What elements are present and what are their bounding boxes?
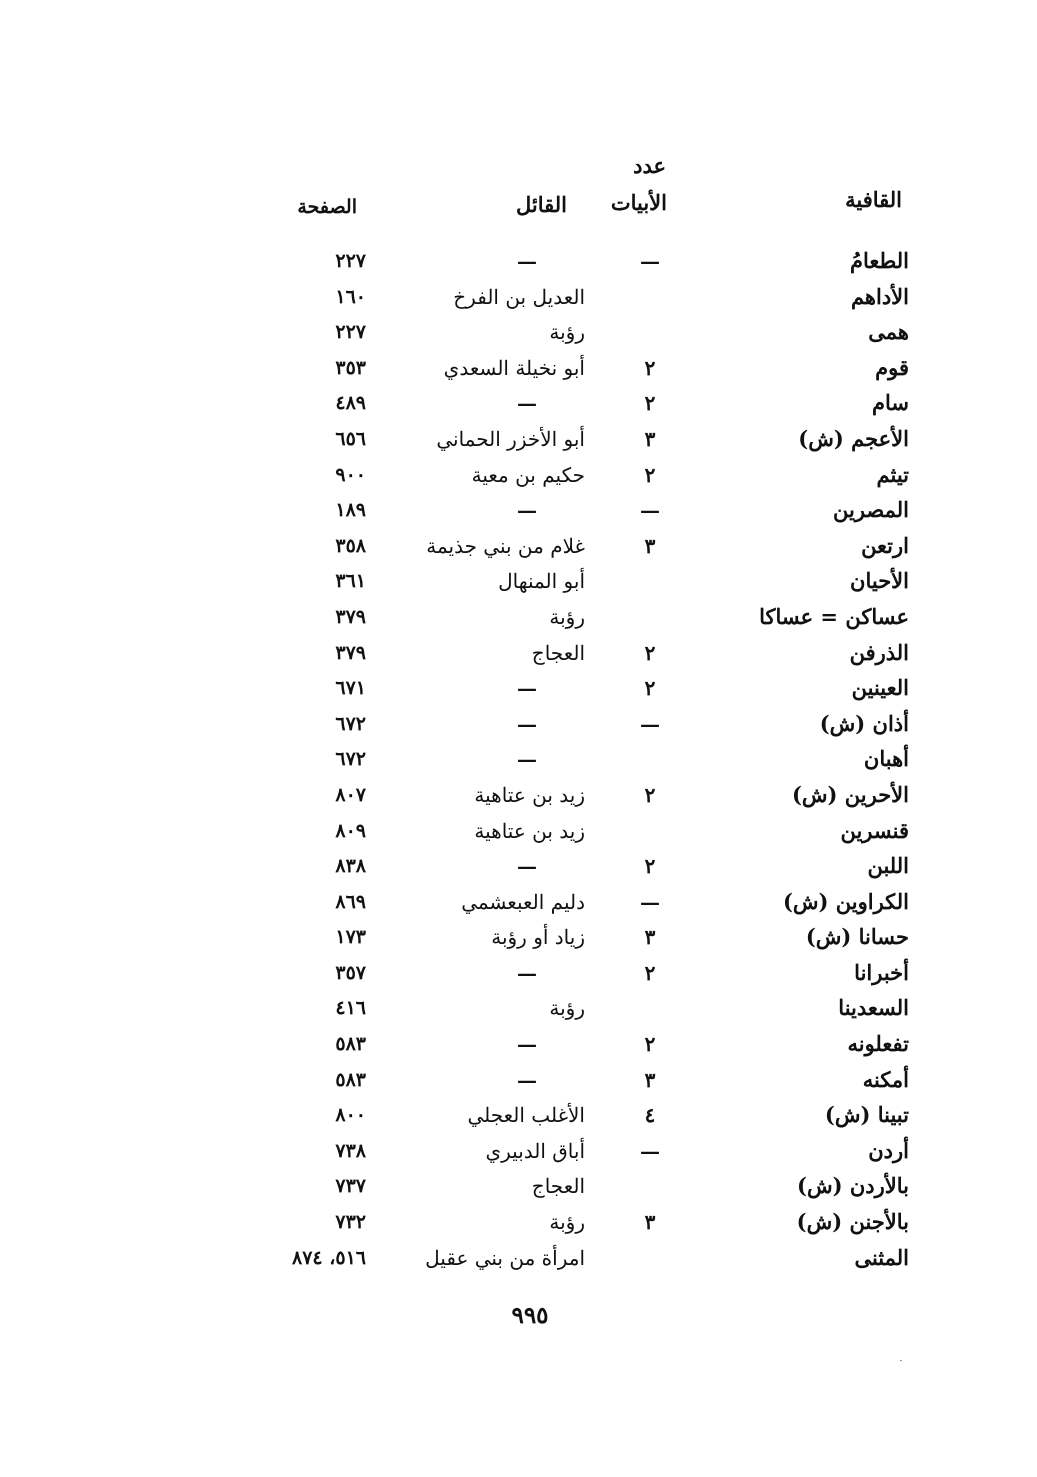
rhyme-cell: همى: [868, 319, 909, 345]
page-ref-cell: ٢٢٧: [335, 321, 366, 344]
poet-cell: —: [517, 960, 537, 985]
poet-cell: غلام من بني جذيمة: [426, 533, 585, 558]
rhyme-cell: الأعجم (ش): [798, 425, 909, 451]
table-row: [0, 1136, 1037, 1172]
table-row: [0, 816, 1037, 852]
rhyme-cell: الطعامُ: [850, 248, 909, 273]
poet-cell: زيد بن عتاهية: [474, 818, 585, 843]
rhyme-cell: أهبان: [863, 746, 909, 772]
table-row: [0, 780, 1037, 816]
rhyme-cell: اللبن: [867, 853, 909, 879]
rhyme-cell: الأحرين (ش): [791, 781, 909, 807]
rhyme-cell: تيثم: [876, 461, 909, 487]
page-ref-cell: ٥١٦، ٨٧٤: [292, 1246, 366, 1269]
rhyme-cell: الأداهم: [850, 283, 909, 309]
rhyme-cell: بالأردن (ش): [797, 1173, 909, 1199]
page-ref-cell: ٥٨٣: [335, 1033, 366, 1056]
header-page: الصفحة: [297, 196, 357, 218]
verse-count-cell: —: [640, 711, 660, 736]
verse-count-cell: ٢: [644, 676, 656, 701]
rhyme-index-table: [0, 246, 1037, 1278]
rhyme-cell: العينين: [851, 675, 909, 701]
poet-cell: —: [517, 854, 537, 879]
header-rhyme: القافية: [845, 187, 902, 212]
table-row: [0, 1029, 1037, 1065]
header-verse-count-top: عدد: [633, 153, 666, 178]
table-row: [0, 282, 1037, 318]
rhyme-cell: المثنى: [854, 1244, 909, 1270]
verse-count-cell: —: [640, 249, 660, 273]
verse-count-cell: ٣: [644, 925, 656, 950]
page-ref-cell: ٧٣٧: [335, 1175, 366, 1198]
poet-cell: زياد أو رؤبة: [491, 925, 585, 950]
table-row: [0, 851, 1037, 887]
poet-cell: —: [517, 747, 537, 772]
poet-cell: —: [517, 1067, 537, 1092]
verse-count-cell: ٢: [644, 960, 656, 985]
verse-count-cell: ٣: [644, 426, 656, 451]
table-row: [0, 709, 1037, 745]
header-verse-count-bottom: الأبيات: [610, 190, 667, 215]
poet-cell: رؤبة: [549, 996, 585, 1021]
page-ref-cell: ٣٥٣: [335, 356, 366, 379]
poet-cell: الأغلب العجلي: [467, 1103, 585, 1128]
table-row: [0, 744, 1037, 780]
verse-count-cell: —: [640, 498, 660, 523]
rhyme-cell: قنسرين: [840, 817, 909, 843]
poet-cell: دليم العبعشمي: [461, 889, 585, 914]
verse-count-cell: ٢: [644, 462, 656, 487]
verse-count-cell: —: [640, 889, 660, 914]
rhyme-cell: المصرين: [832, 497, 909, 523]
page-ref-cell: ٣٧٩: [335, 605, 366, 628]
page-number: ٩٩٥: [511, 1302, 549, 1329]
page-ref-cell: ٣٥٧: [335, 961, 366, 984]
rhyme-cell: الذرفن: [849, 639, 909, 665]
poet-cell: —: [517, 1032, 537, 1057]
table-row: [0, 353, 1037, 389]
rhyme-cell: السعدينا: [838, 995, 909, 1021]
page-ref-cell: ٦٧٢: [335, 712, 366, 735]
table-row: [0, 388, 1037, 424]
table-row: [0, 1171, 1037, 1207]
header-poet: القائل: [515, 192, 567, 217]
poet-cell: —: [517, 498, 537, 523]
rhyme-cell: قوم: [875, 354, 909, 380]
poet-cell: رؤبة: [549, 320, 585, 345]
table-row: [0, 922, 1037, 958]
verse-count-cell: ٢: [644, 782, 656, 807]
verse-count-cell: ٣: [644, 1210, 656, 1235]
table-row: [0, 495, 1037, 531]
poet-cell: —: [517, 391, 537, 416]
rhyme-cell: ارتعن: [861, 532, 909, 558]
table-row: [0, 531, 1037, 567]
page-ref-cell: ١٦٠: [335, 285, 366, 308]
verse-count-cell: —: [640, 1138, 660, 1163]
verse-count-cell: ٣: [644, 1067, 656, 1092]
verse-count-cell: ٢: [644, 640, 656, 665]
verse-count-cell: ٣: [644, 533, 656, 558]
page-ref-cell: ٩٠٠: [335, 463, 366, 486]
table-row: [0, 602, 1037, 638]
rhyme-cell: تفعلونه: [847, 1031, 909, 1057]
page-ref-cell: ٣٦١: [335, 570, 366, 593]
rhyme-cell: أمكنه: [862, 1066, 909, 1092]
table-row: [0, 246, 1037, 282]
page-ref-cell: ٤١٦: [335, 997, 366, 1020]
table-row: [0, 673, 1037, 709]
page-ref-cell: ١٨٩: [335, 499, 366, 522]
poet-cell: —: [517, 711, 537, 736]
table-row: [0, 1100, 1037, 1136]
rhyme-cell: بالأجنن (ش): [796, 1209, 909, 1235]
rhyme-cell: أذان (ش): [819, 710, 909, 736]
poet-cell: —: [517, 249, 537, 273]
poet-cell: أباق الدبيري: [485, 1138, 585, 1163]
table-row: [0, 566, 1037, 602]
page-ref-cell: ٧٣٨: [335, 1139, 366, 1162]
rhyme-cell: تبينا (ش): [824, 1102, 909, 1128]
rhyme-cell: الكراوين (ش): [782, 888, 909, 914]
page-ref-cell: ٤٨٩: [335, 392, 366, 415]
page-ref-cell: ٨٠٠: [335, 1104, 366, 1127]
table-row: [0, 1243, 1037, 1279]
poet-cell: رؤبة: [549, 1210, 585, 1235]
verse-count-cell: ٤: [644, 1103, 656, 1128]
verse-count-cell: ٢: [644, 391, 656, 416]
page-ref-cell: ٨٦٩: [335, 890, 366, 913]
rhyme-cell: أخبرانا: [854, 959, 909, 985]
rhyme-cell: الأحيان: [850, 568, 909, 594]
poet-cell: العديل بن الفرخ: [453, 284, 585, 309]
page-ref-cell: ٥٨٣: [335, 1068, 366, 1091]
rhyme-cell: حسانا (ش): [805, 924, 909, 950]
page-ref-cell: ٦٧٢: [335, 748, 366, 771]
table-row: [0, 958, 1037, 994]
table-row: [0, 993, 1037, 1029]
page-ref-cell: ٢٢٧: [335, 250, 366, 272]
poet-cell: أبو الأخزر الحماني: [436, 426, 585, 451]
verse-count-cell: ٢: [644, 1032, 656, 1057]
poet-cell: أبو نخيلة السعدي: [443, 355, 585, 380]
page-ref-cell: ٦٥٦: [335, 427, 366, 450]
table-row: [0, 460, 1037, 496]
page-ref-cell: ٧٣٢: [335, 1211, 366, 1234]
table-row: [0, 424, 1037, 460]
page-ref-cell: ٣٥٨: [335, 534, 366, 557]
table-row: [0, 1207, 1037, 1243]
poet-cell: امرأة من بني عقيل: [425, 1245, 585, 1270]
page-ref-cell: ٣٧٩: [335, 641, 366, 664]
poet-cell: العجاج: [531, 640, 585, 665]
verse-count-cell: ٢: [644, 854, 656, 879]
page-ref-cell: ١٧٣: [335, 926, 366, 949]
poet-cell: زيد بن عتاهية: [474, 782, 585, 807]
scan-speck: [900, 1360, 902, 1361]
rhyme-cell: عساكن = عساكا: [759, 603, 909, 629]
page-ref-cell: ٦٧١: [335, 677, 366, 700]
poet-cell: العجاج: [531, 1174, 585, 1199]
table-row: [0, 317, 1037, 353]
table-row: [0, 887, 1037, 923]
verse-count-cell: ٢: [644, 355, 656, 380]
poet-cell: —: [517, 676, 537, 701]
page-ref-cell: ٨٣٨: [335, 855, 366, 878]
poet-cell: رؤبة: [549, 604, 585, 629]
page-ref-cell: ٨٠٩: [335, 819, 366, 842]
table-row: [0, 638, 1037, 674]
rhyme-cell: سام: [872, 390, 909, 416]
poet-cell: أبو المنهال: [498, 569, 585, 594]
poet-cell: حكيم بن معية: [471, 462, 585, 487]
table-row: [0, 1065, 1037, 1101]
page-ref-cell: ٨٠٧: [335, 783, 366, 806]
rhyme-cell: أردن: [868, 1137, 909, 1163]
